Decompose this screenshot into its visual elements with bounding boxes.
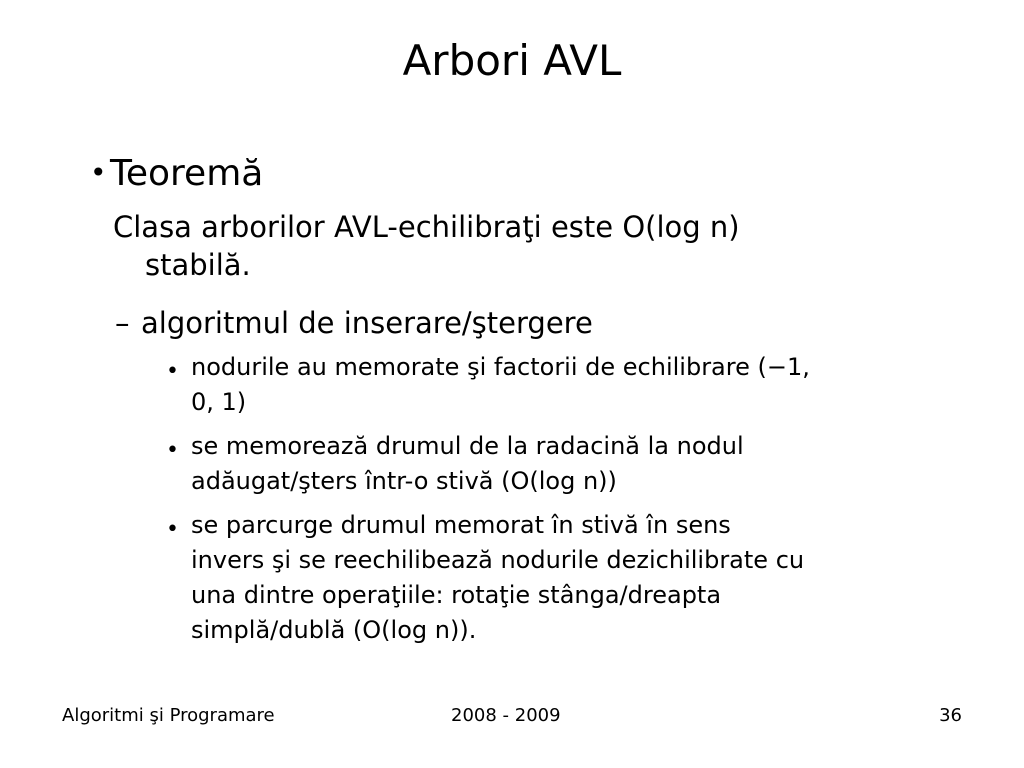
sub-item-algorithm [115,304,593,342]
sub-bullet-line: se parcurge drumul memorat în stivă în sens [191,511,731,539]
sub-bullet-line: 0, 1) [191,388,247,416]
theorem-statement-line2: stabilă. [145,248,251,282]
footer-year: 2008 - 2009 [451,705,561,726]
bullet-dot-icon: • [166,517,179,542]
footer-course-name: Algoritmi şi Programare [62,705,275,726]
bullet-dot-icon: • [166,438,179,463]
theorem-statement-line1: Clasa arborilor AVL-echilibraţi este O(log n) [113,210,740,244]
bullet-theorem-text: Teoremă [110,153,264,194]
bullet-theorem [90,150,263,200]
sub-bullet-line: adăugat/şters într-o stivă (O(log n)) [191,467,617,495]
sub-bullet-line: invers şi se reechilibează nodurile dezichilibrate cu [191,546,805,574]
footer-page-number: 36 [939,705,962,726]
bullet-dot-icon: • [166,359,179,384]
dash-icon: – [115,306,130,340]
slide-title: Arbori AVL [402,36,622,85]
sub-item-algorithm-text: algoritmul de inserare/ştergere [141,306,593,340]
sub-bullet-line: una dintre operaţiile: rotaţie stânga/dreapta [191,581,722,609]
bullet-dot-icon: • [90,156,107,189]
sub-bullet-line: se memorează drumul de la radacină la nodul [191,432,744,460]
sub-bullet-line: nodurile au memorate şi factorii de echilibrare (−1, [191,353,810,381]
sub-bullet-line: simplă/dublă (O(log n)). [191,616,477,644]
